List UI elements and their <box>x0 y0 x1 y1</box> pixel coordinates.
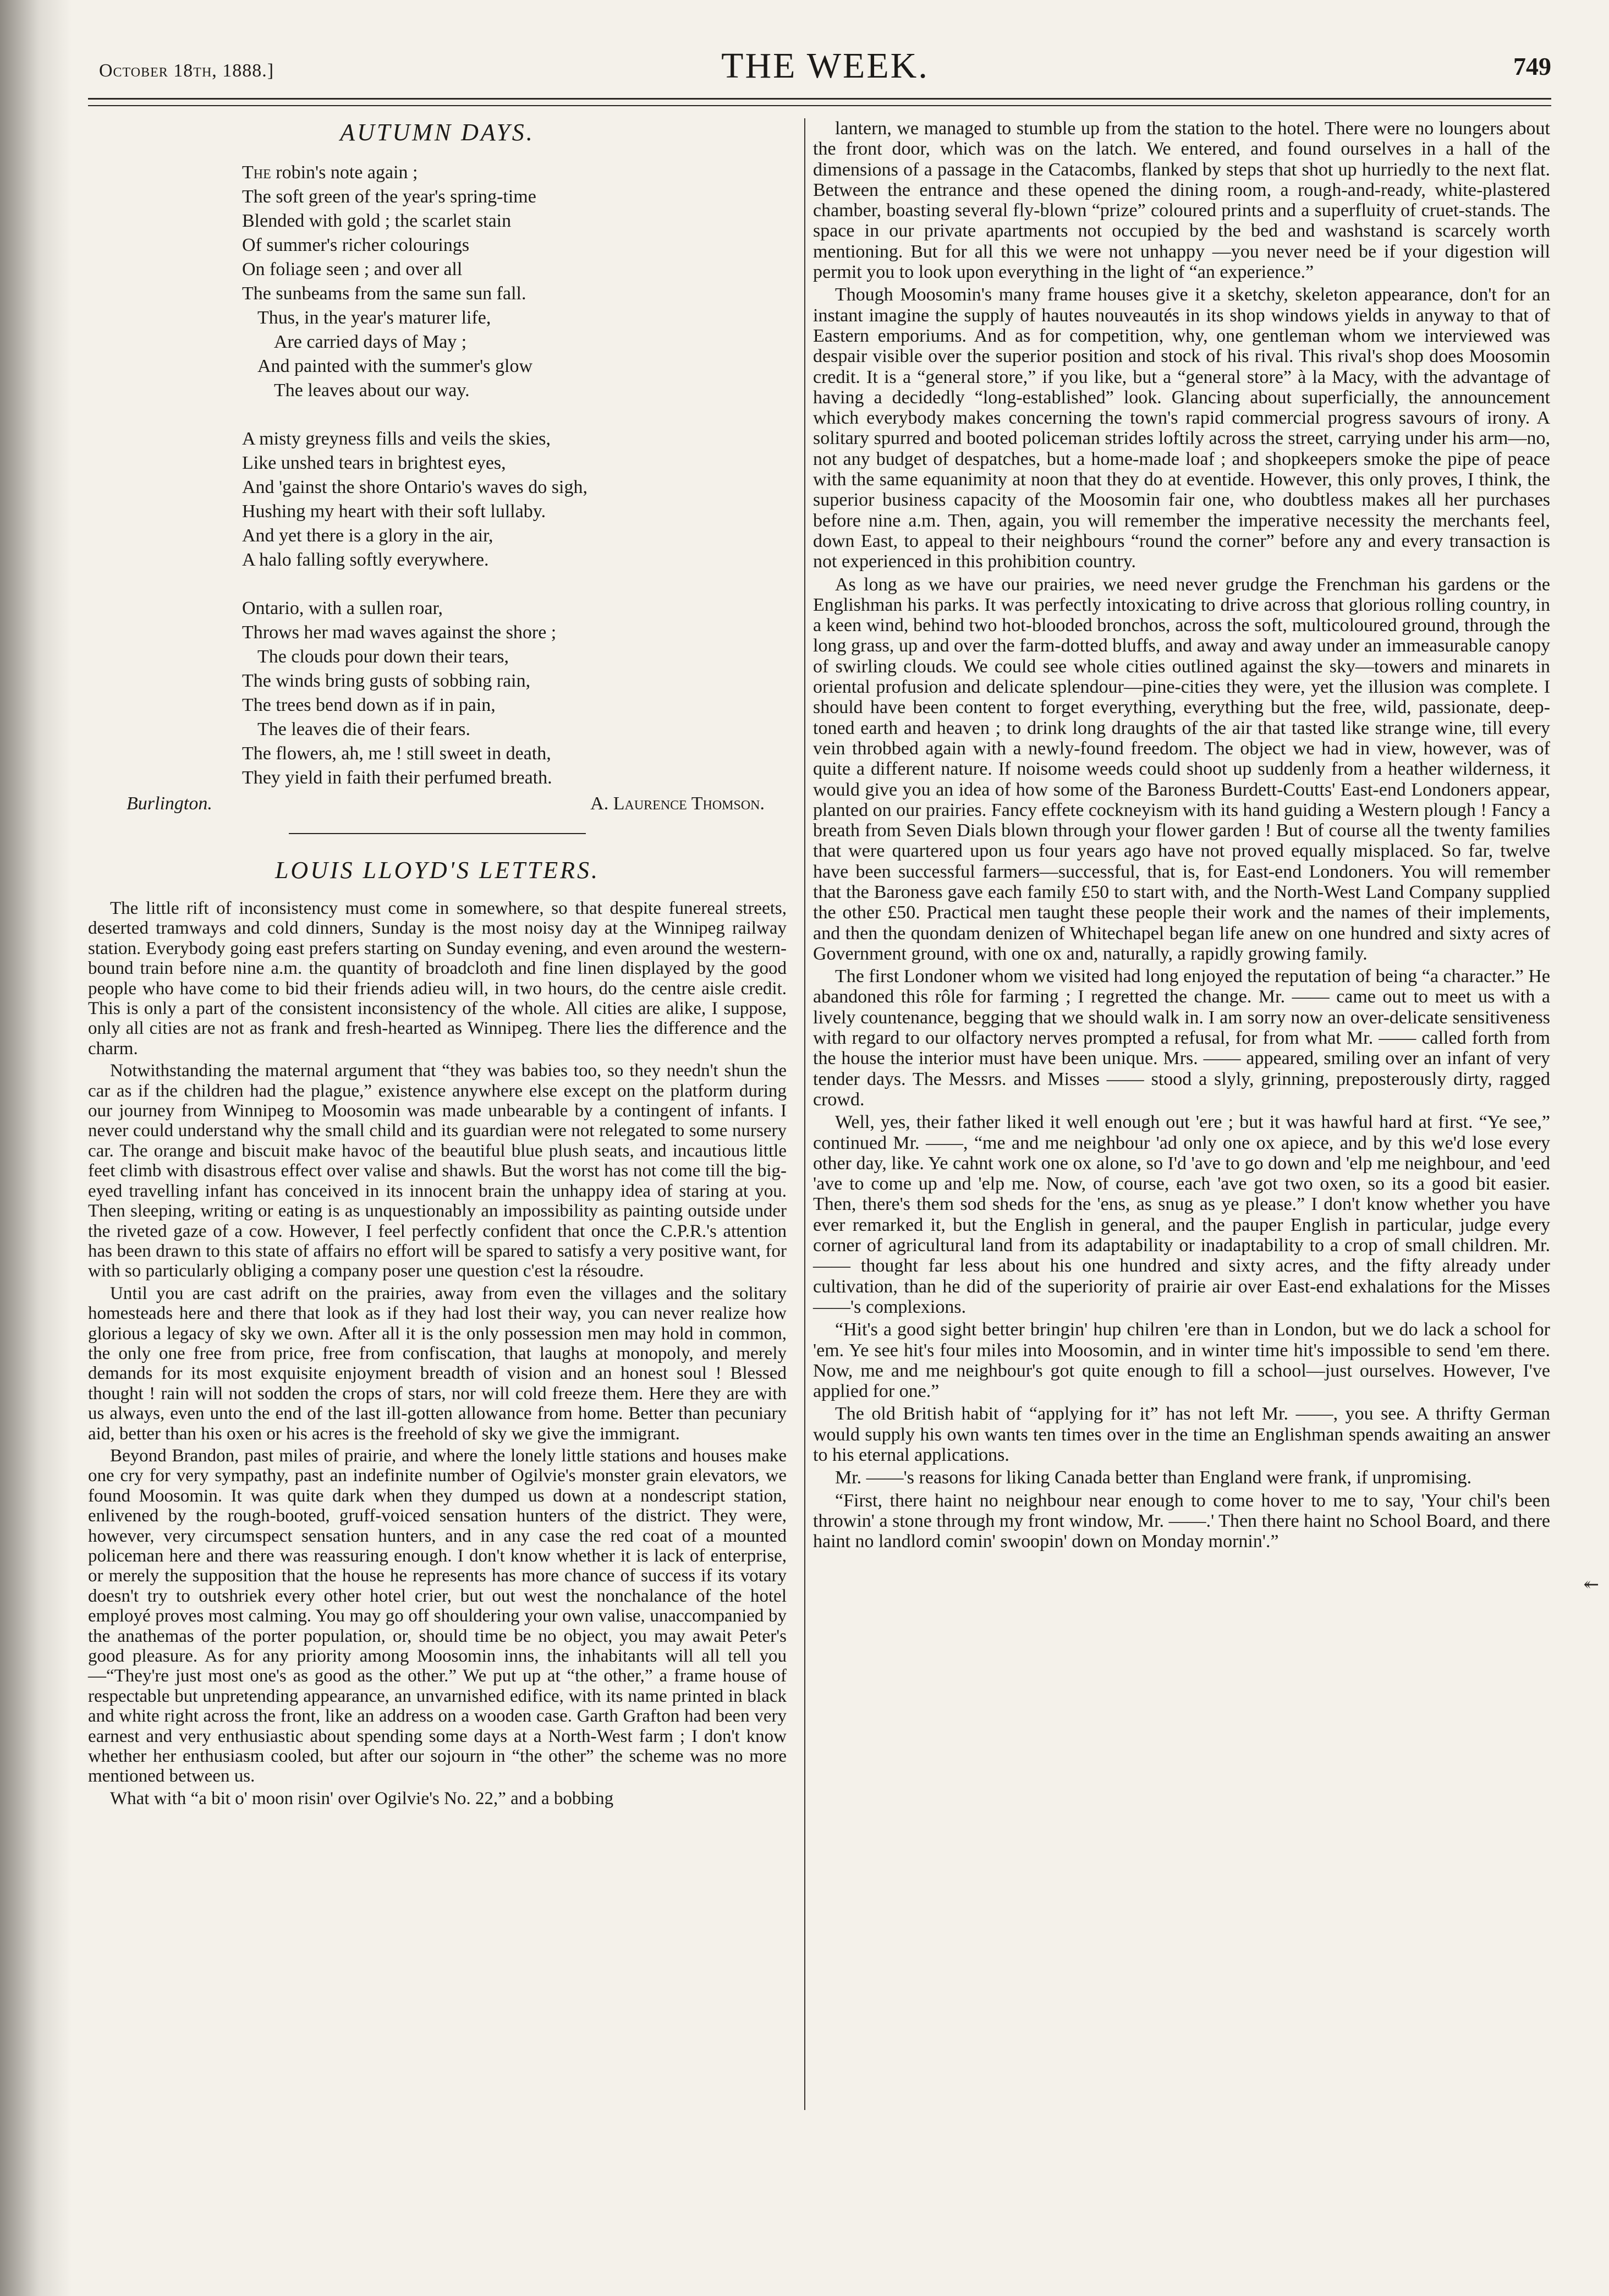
poem-line: The trees bend down as if in pain, <box>242 695 496 715</box>
poem-line: On foliage seen ; and over all <box>242 259 463 280</box>
masthead-title: THE WEEK. <box>721 46 929 86</box>
poem-author: A. Laurence Thomson. <box>590 793 765 814</box>
poem-line-text: robin's note again ; <box>271 162 418 183</box>
poem-place: Burlington. <box>127 793 212 814</box>
article-paragraph: Mr. ——'s reasons for liking Canada better than England were frank, if unpromising. <box>835 1467 1472 1488</box>
poem-line: Of summer's richer colourings <box>242 235 470 255</box>
poem-stanza <box>242 427 787 572</box>
poem-line: The sunbeams from the same sun fall. <box>242 283 526 304</box>
column-divider <box>804 118 805 2110</box>
poem-line: Hushing my heart with their soft lullaby. <box>242 501 546 522</box>
poem-line: The leaves die of their fears. <box>257 719 471 739</box>
article-paragraph: Notwithstanding the maternal argument that “they was babies too, so they needn't shun the car as if the children had the plague,” existence anywhere else except on the platform during our journey from Winnipeg to Moosomin was made unbearable by a contingent of infants. I never could understand why the small child and its guardian were not relegated to some nursery car. The orange and biscuit make havoc of the beautiful blue plush seats, and incautious little feet climb with disastrous effect over valise and shawls. But the worst has not come till the big-eyed travelling infant has conceived in its innocent brain the unhappy idea of staring at you. Then sleeping, writing or eating is as unquestionably an impossibility as painting outside under the riveted gaze of a cow. However, I feel perfectly confident that once the C.P.R.'s attention has been drawn to this state of affairs no effort will be spared to satisfy a very positive want, for with so particularly obliging a company poser une question c'est la résoudre. <box>88 1061 787 1281</box>
poem-line: Are carried days of May ; <box>274 332 467 352</box>
issue-date: October 18th, 1888.] <box>99 61 274 81</box>
poem-signature <box>88 793 787 820</box>
poem-line <box>242 161 787 185</box>
poem-line: Like unshed tears in brightest eyes, <box>242 453 506 473</box>
article-title: LOUIS LLOYD'S LETTERS. <box>274 857 600 884</box>
article-paragraph: As long as we have our prairies, we need never grudge the Frenchman his gardens or the Englishman his parks. It was perfectly intoxicating to drive across that glorious rolling country, in a keen wind, behind two hot-blooded bronchos, across the soft, multicoloured ground, through the long grass, up and over the farm-dotted bluffs, and away and away under an immeasurable canopy of swirling clouds. We could see whole cities outlined against the sky—towers and minarets in oriental profusion and delicate splendour—pine-cities they were, yet the illusion was complete. I should have been content to forget everything, everything but the free, wild, passionate, deep-toned earth and heaven ; to drink long draughts of the air that tasted like strange wine, till every vein throbbed again with a newly-found freedom. The object we had in view, however, was of quite a different nature. If noisome weeds could shoot up suddenly from a heather wilderness, it would give you an idea of how some of the Baroness Burdett-Coutts' East-end Londoners appear, planted on our prairies. Fancy effete cockneyism with its hand guiding a Western plough ! Fancy a breath from Seven Dials blown through your flower garden ! But of course all the twenty families that were quartered upon us four years ago have not proved equally misplaced. So far, twelve have been successful farmers—successful, that is, for East-end Londoners. You will remember that the Baroness gave each family £50 to start with, and the North-West Land Company supplied the other £50. Practical men taught these people their work and the names of their implements, and then the quondam denizen of Whitechapel began life anew on one hundred and sixty acres of Government ground, with one ox and, naturally, a rapidly growing family. <box>813 574 1550 964</box>
poem-line: The winds bring gusts of sobbing rain, <box>242 671 531 691</box>
article-paragraph: The first Londoner whom we visited had long enjoyed the reputation of being “a character.” He abandoned this rôle for farming ; I regretted the change. Mr. —— came out to meet us with a lively countenance, begging that we should walk in. I am sorry now an over-delicate sensitiveness with regard to our olfactory nerves prompted a refusal, for from what Mr. —— called forth from the house the interior must have been unique. Mrs. —— appeared, smiling over an infant of very tender days. The Messrs. and Misses —— stood a slyly, grinning, preposterously dirty, ragged crowd. <box>813 966 1550 1110</box>
poem-line: Throws her mad waves against the shore ; <box>242 622 557 643</box>
article-paragraph: “First, there haint no neighbour near enough to come hover to me to say, 'Your chil's been throwin' a stone through my front window, Mr. ——.' Then there haint no School Board, and there haint no landlord comin' swoopin' down on Monday mornin'.” <box>813 1490 1550 1552</box>
poem-lead-word: The <box>242 162 271 183</box>
scan-binding-shadow <box>0 0 72 2296</box>
poem-line: The clouds pour down their tears, <box>257 646 509 667</box>
article-paragraph: Until you are cast adrift on the prairies, away from even the villages and the solitary homesteads here and there that look as if they had lost their way, you can never realize how glorious a legacy of sky we own. After all it is the only possession men may hold in common, the only one free from price, free from confiscation, that laughs at monopoly, and merely demands for its most exquisite enjoyment breadth of vision and an honest soul ! Blessed thought ! rain will not sodden the crops of stars, nor will cold freeze them. Here they are with us always, even unto the end of the last ill-gotten allowance from home. Better than pecuniary aid, better than his oxen or his acres is the freehold of sky we give the immigrant. <box>88 1283 787 1444</box>
poem-line: And 'gainst the shore Ontario's waves do sigh, <box>242 477 587 497</box>
poem-line: And painted with the summer's glow <box>257 356 533 376</box>
poem-stanza <box>242 596 787 790</box>
poem-line: A halo falling softly everywhere. <box>242 550 489 570</box>
poem-body <box>242 161 787 790</box>
poem-line: The flowers, ah, me ! still sweet in death, <box>242 743 551 764</box>
article-paragraph: Well, yes, their father liked it well enough out 'ere ; but it was hawful hard at first. “Ye see,” continued Mr. ——, “me and me neighbour 'ad only one ox apiece, and by this we'd lose every other day, like. Ye cahnt work one ox alone, so I'd 'ave to go down and 'elp me neighbour, and 'eed 'ave to come up and 'elp me. Now, of course, each 'ave got two oxen, so its a good bit easier. Then, there's them sod sheds for the 'ens, as snug as ye please.” I don't know whether you have ever remarked it, but the English in general, and the pauper English in particular, judge every corner of agricultural land from its adaptability or inadaptability to a crop of small children. Mr. —— thought far less about his one hundred and sixty acres, and the fifty already under cultivation, than he did of the superiority of prairie air over East-end exhalations for the Misses ——'s complexions. <box>813 1112 1550 1317</box>
poem-line: A misty greyness fills and veils the skies, <box>242 429 551 449</box>
right-column <box>813 118 1550 1552</box>
poem-line: Blended with gold ; the scarlet stain <box>242 211 512 231</box>
poem-title: AUTUMN DAYS. <box>340 119 535 146</box>
article-paragraph: What with “a bit o' moon risin' over Ogilvie's No. 22,” and a bobbing <box>110 1788 614 1809</box>
header-rule <box>88 98 1551 106</box>
article-left-text <box>88 898 787 1809</box>
article-paragraph: The old British habit of “applying for it” has not left Mr. ——, you see. A thrifty German would supply his own wants ten times over in the time an Englishman spends awaiting an answer to his eternal applications. <box>813 1404 1550 1465</box>
poem-line: The leaves about our way. <box>274 380 470 401</box>
poem-stanza <box>242 161 787 403</box>
article-right-text <box>813 118 1550 1552</box>
section-rule <box>289 833 586 834</box>
margin-mark: ↞ <box>1583 1575 1599 1595</box>
article-paragraph: Though Moosomin's many frame houses give it a sketchy, skeleton appearance, don't for an instant imagine the supply of hautes nouveautés in its shop windows yields in anyway to that of Eastern emporiums. And as for competition, why, one gentleman whom we interviewed was despair visible over the superior position and stock of his rival. This rival's shop does Moosomin credit. It is a “general store,” if you like, but a “general store” à la Macy, with the advantage of having a decidedly “long-established” look. Glancing about superficially, the announcement which everybody makes concerning the town's rapid commercial progress savours of irony. A solitary spurred and booted policeman strides loftily across the street, carrying under his arm—no, not any budget of despatches, but a home-made loaf ; and shopkeepers smoke the pipe of peace with the same equanimity at noon that they do at eventide. However, this only proves, I think, the superior business capacity of the Moosomin fair one, who doubtless makes all her purchases before nine a.m. Then, again, you will remember the imperative necessity the merchants feel, down East, to appeal to their neighbours “round the corner” before any and every transaction is not experienced in this prohibition country. <box>813 284 1550 572</box>
article-paragraph: lantern, we managed to stumble up from the station to the hotel. There were no loungers about the front door, which was on the latch. We entered, and found ourselves in a hall of the dimensions of a passage in the Catacombs, flanked by steps that shot up hurriedly to the next flat. Between the entrance and these opened the dining room, a rough-and-ready, white-plastered chamber, boasting several fly-blown “prize” coloured prints and a superfluity of cruet-stands. The space in our private apartments not occupied by the bed and washstand is scarcely worth mentioning. But for all this we were not unhappy —you never need be if your digestion will permit you to look upon everything in the light of “an experience.” <box>813 118 1550 283</box>
page-number: 749 <box>1513 52 1551 80</box>
poem-line: The soft green of the year's spring-time <box>242 187 536 207</box>
poem-line: And yet there is a glory in the air, <box>242 525 493 546</box>
article-paragraph: “Hit's a good sight better bringin' hup chilren 'ere than in London, but we do lack a school for 'em. Ye see hit's four miles into Moosomin, and in winter time hit's impossible to send 'em there. Now, me and me neighbour's got quite enough to fill a school—just ourselves. However, I've applied for one.” <box>813 1319 1550 1402</box>
article-paragraph: The little rift of inconsistency must come in somewhere, so that despite funereal streets, deserted tramways and cold dinners, Sunday is the most noisy day at the Winnipeg railway station. Everybody going east prefers starting on Sunday evening, and even around the western-bound train before nine a.m. the quantity of broadcloth and fine linen displayed by the good people who have come to bid their friends adieu will, in two hours, do the centre aisle credit. This is only a part of the consistent inconsistency of the whole. All cities are alike, I suppose, only all cities are not as frank and fresh-hearted as Winnipeg. There lies the difference and the charm. <box>88 898 787 1059</box>
poem-line: They yield in faith their perfumed breath. <box>242 768 552 788</box>
poem-line: Thus, in the year's maturer life, <box>257 308 491 328</box>
poem-line: Ontario, with a sullen roar, <box>242 598 443 618</box>
article-paragraph: Beyond Brandon, past miles of prairie, and where the lonely little stations and houses make one cry for very sympathy, past an indefinite number of Ogilvie's monster grain elevators, we found Moosomin. It was quite dark when they dumped us down at a nondescript station, enlivened by the rough-booted, gruff-voiced sensation hunters of the district. They were, however, very circumspect sensation hunters, and in any case the red coat of a mounted policeman here and there was reassuring enough. I don't know whether it is lack of enterprise, or merely the supposition that the house he represents has more chance of success if its votary doesn't try to outshriek every other hotel crier, but out west the nonchalance of the hotel employé proves most calming. You may go off shouldering your own valise, unaccompanied by the anathemas of the porter population, or, should time be no object, you may await Peter's good pleasure. As for any priority among Moosomin inns, the inhabitants will all tell you—“They're just most one's as good as the other.” We put up at “the other,” a frame house of respectable but unpretending appearance, an unvarnished edifice, with its name printed in black and white right across the front, like an address on a wooden case. Garth Grafton had been very earnest and very enthusiastic about spending some days at a North-West farm ; I don't know whether her enthusiasm cooled, but after our sojourn in “the other” the scheme was no more mentioned between us. <box>88 1445 787 1787</box>
left-column <box>88 118 787 1809</box>
